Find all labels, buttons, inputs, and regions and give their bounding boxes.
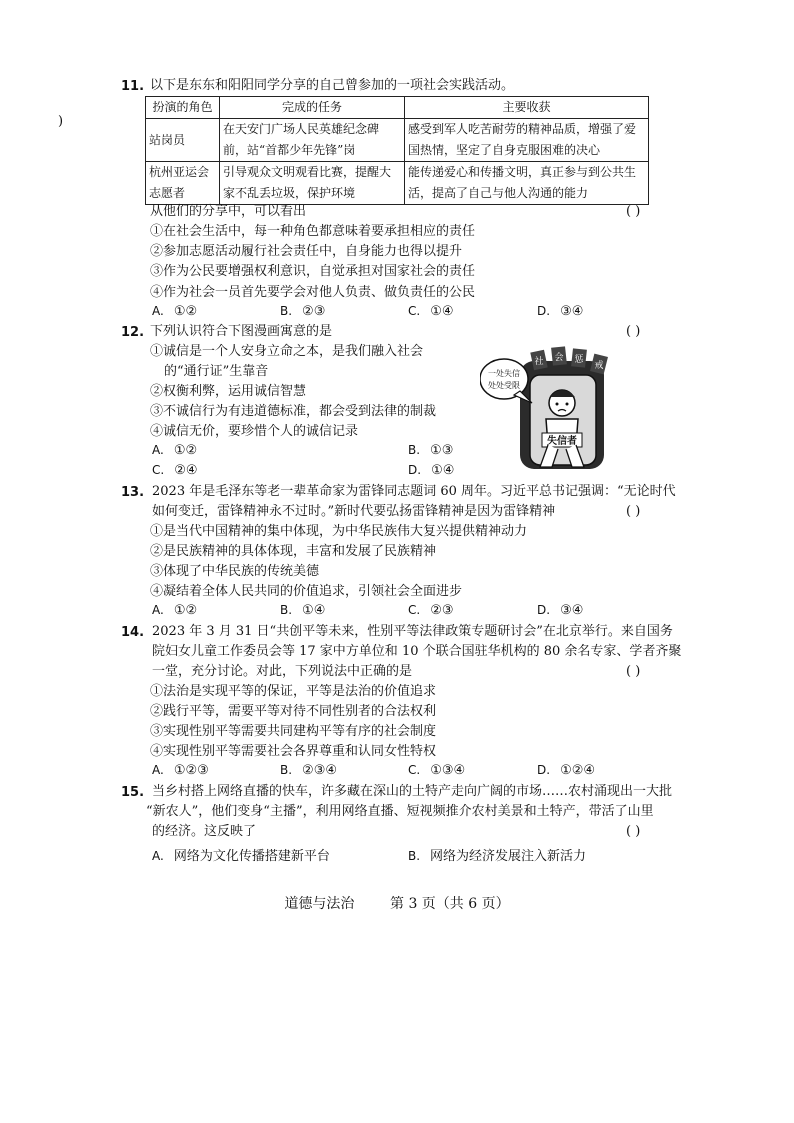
statement-item: ②践行平等，需要平等对待不同性别者的合法权利 — [150, 704, 437, 719]
statement-item: ③实现性别平等需要共同建构平等有序的社会制度 — [150, 724, 437, 739]
statement-item: ③体现了中华民族的传统美德 — [150, 564, 320, 579]
question-12-stem: 下列认识符合下图漫画寓意的是 — [150, 324, 333, 339]
table-cell-task: 引导观众文明观看比赛，提醒大家不乱丢垃圾，保护环境 — [220, 162, 405, 205]
statement-item: ①在社会生活中，每一种角色都意味着要承担相应的责任 — [150, 224, 476, 239]
statement-item: ④作为社会一员首先要学会对他人负责、做负责任的公民 — [150, 285, 476, 300]
stray-mark: ) — [58, 114, 64, 129]
question-15-stem-line: 的经济。这反映了 — [152, 824, 257, 839]
table-row — [146, 119, 649, 162]
statement-item: ②参加志愿活动履行社会责任中，自身能力也得以提升 — [150, 244, 463, 259]
answer-blank[interactable]: ( ) — [626, 204, 641, 219]
table-header-row — [146, 97, 649, 119]
statement-item: ②是民族精神的具体体现，丰富和发展了民族精神 — [150, 544, 437, 559]
question-13-stem-line: 2023 年是毛泽东等老一辈革命家为雷锋同志题词 60 周年。习近平总书记强调：“无论时代 — [152, 484, 676, 499]
option-c-text: ②③ — [430, 603, 454, 618]
question-14-number: 14. — [121, 625, 145, 640]
table-header-cell: 主要收获 — [405, 97, 649, 119]
question-13-number: 13. — [121, 485, 145, 500]
option-a-text: ①②③ — [173, 763, 209, 778]
cartoon-bubble-line2: 处处受限 — [488, 381, 520, 390]
question-11-stem: 以下是东东和阳阳同学分享的自己曾参加的一项社会实践活动。 — [150, 78, 515, 93]
statement-item: ①诚信是一个人安身立命之本，是我们融入社会 — [150, 344, 424, 359]
table-cell-task: 在天安门广场人民英雄纪念碑前，站“首都少年先锋”岗 — [220, 119, 405, 162]
question-13-stem-line: 如何变迁，雷锋精神永不过时。”新时代要弘扬雷锋精神是因为雷锋精神 — [152, 504, 556, 519]
table-row — [146, 162, 649, 205]
option-b[interactable]: B. ①③ — [408, 443, 454, 458]
question-11-prompt: 从他们的分享中，可以看出 — [150, 204, 307, 219]
cartoon-tag: 戒 — [594, 361, 604, 371]
cartoon-label: 失信者 — [547, 436, 577, 447]
answer-blank[interactable]: ( ) — [626, 504, 641, 519]
table-cell-gain: 感受到军人吃苦耐劳的精神品质，增强了爱国热情，坚定了自身克服困难的决心 — [405, 119, 649, 162]
option-d-text: ①②④ — [560, 763, 596, 778]
question-14-stem-line: 院妇女儿童工作委员会等 17 家中方单位和 10 个联合国驻华机构的 80 余名专家、学者齐聚 — [152, 644, 682, 659]
option-b-text: ②③ — [302, 304, 326, 319]
option-c-text: ①③④ — [430, 763, 466, 778]
answer-blank[interactable]: ( ) — [626, 824, 641, 839]
option-b[interactable]: B. ②③④ — [280, 763, 338, 778]
table-header-cell: 完成的任务 — [220, 97, 405, 119]
option-a-text: ①② — [173, 304, 198, 319]
table-cell-role: 站岗员 — [146, 119, 220, 162]
question-15-stem-line: 当乡村搭上网络直播的快车，许多藏在深山的土特产走向广阔的市场……农村涌现出一大批 — [152, 784, 673, 799]
table-cell-gain: 能传递爱心和传播文明，真正参与到公共生活，提高了自己与他人沟通的能力 — [405, 162, 649, 205]
option-c[interactable]: C. ②④ — [152, 463, 198, 478]
option-a[interactable]: A. ①② — [152, 603, 198, 618]
statement-item: ④凝结着全体人民共同的价值追求，引领社会全面进步 — [150, 584, 463, 599]
statement-item: ③作为公民要增强权利意识，自觉承担对国家社会的责任 — [150, 264, 476, 279]
question-12-number: 12. — [121, 325, 145, 340]
statement-item: ④实现性别平等需要社会各界尊重和认同女性特权 — [150, 744, 437, 759]
cartoon-bubble-line1: 一处失信 — [488, 369, 520, 378]
option-c-text: ②④ — [174, 463, 198, 478]
statement-item: ③不诚信行为有违道德标准，都会受到法律的制裁 — [150, 404, 437, 419]
option-d-text: ③④ — [560, 304, 584, 319]
option-a-text: ①② — [173, 603, 198, 618]
option-b-text: 网络为经济发展注入新活力 — [430, 849, 587, 864]
option-b[interactable]: B. ①④ — [280, 603, 326, 618]
question-15-number: 15. — [121, 785, 145, 800]
cartoon-tag: 惩 — [574, 355, 584, 365]
page-footer: 道德与法治 第 3 页（共 6 页） — [284, 896, 510, 912]
option-c[interactable]: C. ①④ — [408, 304, 454, 319]
question-15-stem-line: “新农人”，他们变身“主播”，利用网络直播、短视频推介农村美景和土特产，带活了山里 — [146, 804, 654, 819]
option-a-text: 网络为文化传播搭建新平台 — [173, 849, 330, 864]
question-14-stem-line: 2023 年 3 月 31 日“共创平等未来，性别平等法律政策专题研讨会”在北京举行。来自国务 — [152, 624, 673, 639]
option-b[interactable]: B. 网络为经济发展注入新活力 — [408, 849, 587, 864]
option-d[interactable]: D. ①②④ — [537, 763, 596, 778]
activity-table — [145, 96, 649, 205]
option-b-text: ①④ — [302, 603, 326, 618]
option-c[interactable]: C. ①③④ — [408, 763, 466, 778]
statement-item: ④诚信无价，要珍惜个人的诚信记录 — [150, 424, 359, 439]
option-d[interactable]: D. ③④ — [537, 603, 584, 618]
table-cell-role: 杭州亚运会志愿者 — [146, 162, 220, 205]
option-a[interactable]: A. 网络为文化传播搭建新平台 — [152, 849, 330, 864]
statement-item: ②权衡利弊，运用诚信智慧 — [150, 384, 307, 399]
statement-item: ①是当代中国精神的集中体现，为中华民族伟大复兴提供精神动力 — [150, 524, 528, 539]
option-d[interactable]: D. ①④ — [408, 463, 455, 478]
option-a[interactable]: A. ①②③ — [152, 763, 209, 778]
credit-cartoon — [480, 345, 620, 477]
option-d-text: ③④ — [560, 603, 584, 618]
option-a-text: ①② — [173, 443, 198, 458]
statement-item: 的“通行证”生靠音 — [164, 364, 269, 379]
option-d[interactable]: D. ③④ — [537, 304, 584, 319]
option-a[interactable]: A. ①② — [152, 304, 198, 319]
option-a[interactable]: A. ①② — [152, 443, 198, 458]
option-b-text: ②③④ — [302, 763, 338, 778]
question-14-stem-line: 一堂，充分讨论。对此，下列说法中正确的是 — [152, 664, 413, 679]
statement-item: ①法治是实现平等的保证，平等是法治的价值追求 — [150, 684, 437, 699]
answer-blank[interactable]: ( ) — [626, 324, 641, 339]
cartoon-tag: 社 — [534, 357, 544, 367]
table-header-cell: 扮演的角色 — [146, 97, 220, 119]
answer-blank[interactable]: ( ) — [626, 664, 641, 679]
question-11-number: 11. — [121, 79, 145, 94]
option-c-text: ①④ — [430, 304, 454, 319]
option-c[interactable]: C. ②③ — [408, 603, 454, 618]
option-b[interactable]: B. ②③ — [280, 304, 326, 319]
cartoon-tag: 会 — [554, 353, 564, 363]
option-b-text: ①③ — [430, 443, 454, 458]
option-d-text: ①④ — [431, 463, 455, 478]
